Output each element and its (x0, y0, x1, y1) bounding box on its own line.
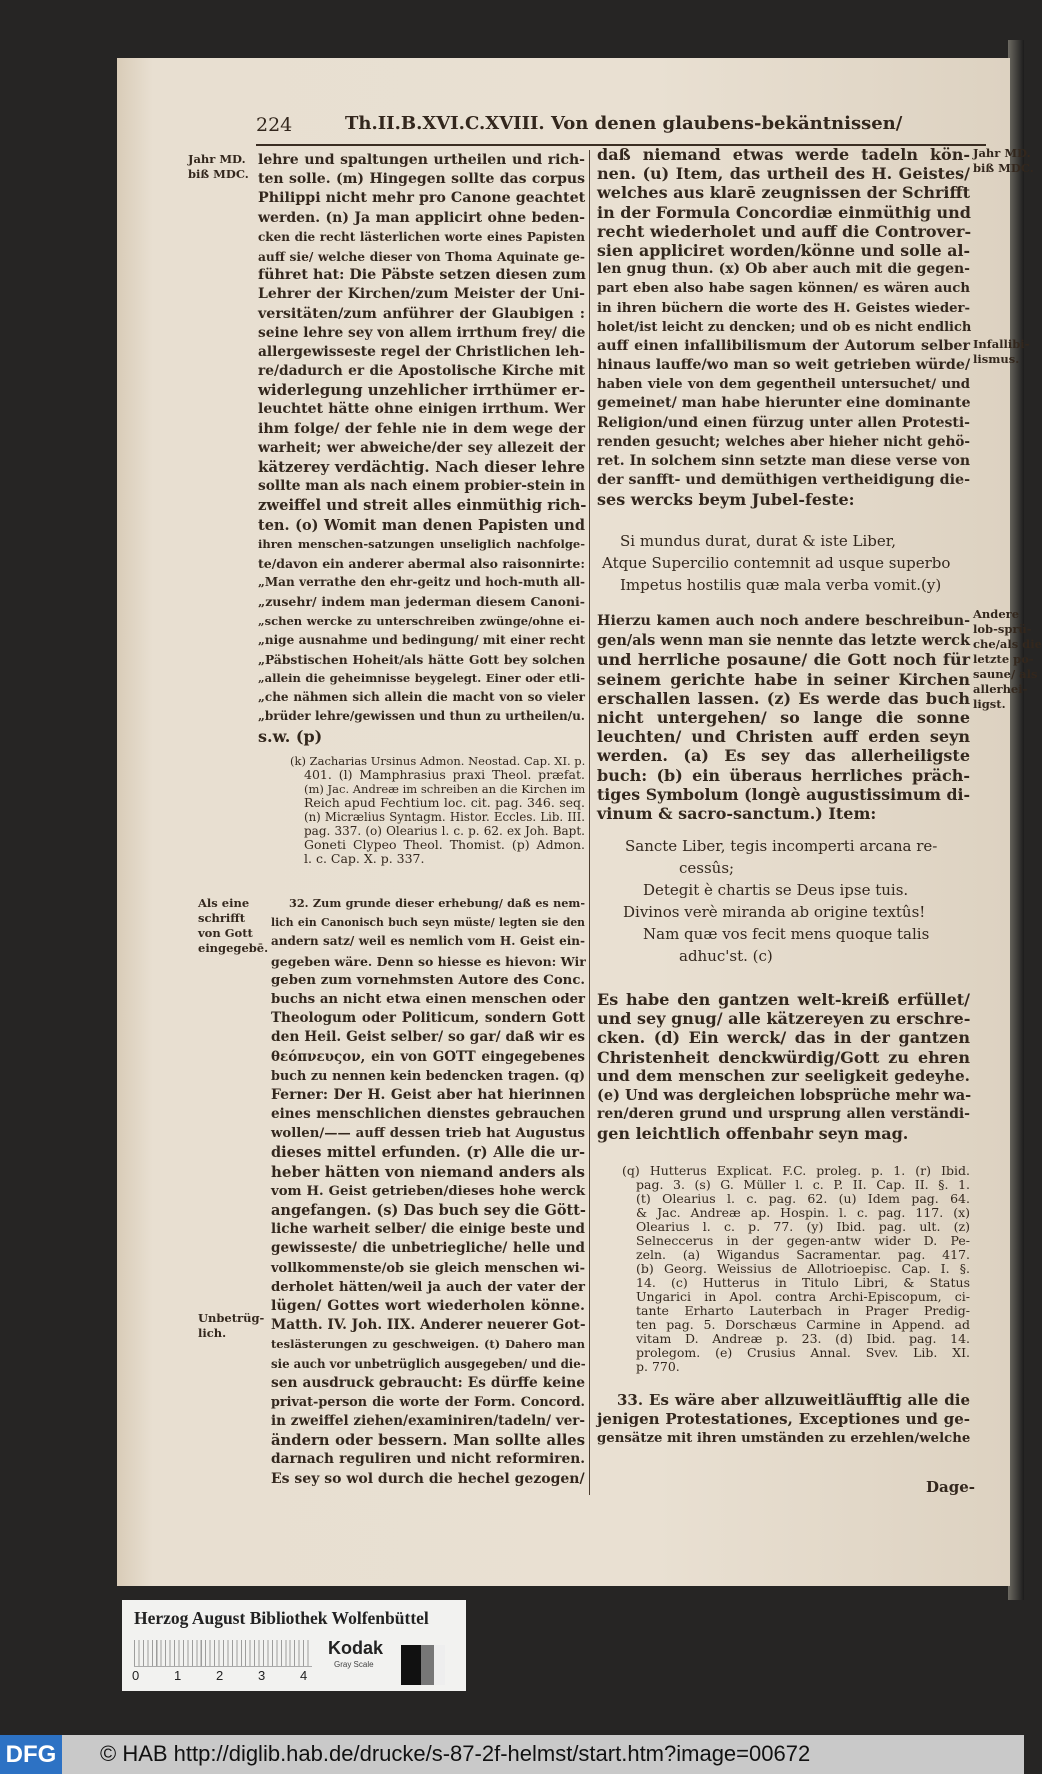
copyright-link[interactable]: © HAB http://diglib.hab.de/drucke/s-87-2f-helmst/start.htm?image=00672 (100, 1741, 811, 1766)
text-line: widerlegung unzehlicher irrthümer er- (258, 381, 586, 400)
margin-note-als-eine-schrifft (198, 896, 268, 956)
text-line: Jahr MD. (973, 146, 1031, 160)
text-line: Es sey so wol durch die hechel gezogen/ (271, 1470, 585, 1487)
text-line: 401. (l) Mamphrasius praxi Theol. præfat. (304, 767, 585, 782)
right-paragraph-2 (597, 612, 970, 823)
text-line: „brüder lehre/gewissen und thun zu urtheilen/u. (258, 709, 585, 724)
catchword: Dage- (926, 1478, 975, 1496)
text-line: gegeben wäre. Denn so hiesse es hievon: Wir (271, 953, 586, 969)
text-line: wollen/—— auff dessen trieb hat Augustus (271, 1126, 585, 1142)
text-line: pag. 337. (o) Olearius l. c. p. 62. ex Joh. Bapt. (304, 824, 585, 838)
scale-ruler (134, 1640, 312, 1667)
text-line: vitam D. Andreæ p. 23. (d) Ibid. pag. 14. (636, 1331, 970, 1346)
text-line: ihren menschen-satzungen unseliglich nachfolge- (258, 536, 585, 551)
text-line: cken. (d) Ein werck/ das in der gantzen (597, 1028, 970, 1048)
text-line: Jahr MD. (188, 152, 246, 166)
text-line: lehre und spaltungen urtheilen und rich- (258, 152, 585, 168)
section-33-paragraph (597, 1391, 970, 1449)
text-line: sen ausdruck gebraucht: Es dürffe keine (271, 1374, 585, 1391)
text-line: auff einen infallibilismum der Autorum selber (597, 337, 970, 354)
text-line: daß niemand etwas werde tadeln kön- (597, 145, 970, 164)
text-line: seinem gerichte habe in seiner Kirchen (597, 669, 970, 689)
text-line: Hierzu kamen auch noch andere beschreibun- (597, 613, 970, 629)
text-line: adhuc'st. (c) (679, 947, 773, 965)
ruler-tick-label: 0 (132, 1668, 140, 1683)
text-line: den Heil. Geist selber/ so gar/ daß wir es (271, 1029, 585, 1046)
text-line: eingegebē. (198, 941, 269, 955)
text-line: werden. (n) Ja man applicirt ohne beden- (258, 209, 585, 226)
text-line: lich ein Canonisch buch seyn müste/ legten sie den (271, 916, 585, 930)
text-line: l. c. Cap. X. p. 337. (304, 851, 425, 866)
text-line: in ihren büchern die worte des H. Geistes wieder- (597, 300, 970, 316)
text-line: leuchtet hätte ohne einigen irrthum. Wer (258, 401, 585, 418)
text-line: lismus. (973, 352, 1020, 366)
text-line: 32. Zum grunde dieser erhebung/ daß es nem- (289, 896, 585, 910)
text-line: ändern oder bessern. Man sollte alles (271, 1432, 585, 1450)
text-line: tiges Symbolum (longè augustissimum di- (597, 784, 970, 804)
column-divider (589, 150, 590, 1495)
text-line: Impetus hostilis quæ mala verba vomit.(y) (620, 576, 942, 594)
text-line: Sancte Liber, tegis incomperti arcana re- (625, 837, 938, 855)
text-line: Si mundus durat, durat & iste Liber, (620, 532, 897, 550)
text-line: (k) Zacharias Ursinus Admon. Neostad. Cap. XI. p. (290, 754, 586, 768)
text-line: und dem menschen zur seeligkeit gedeyhe. (597, 1066, 970, 1085)
ruler-tick-label: 2 (216, 1668, 224, 1683)
text-line: s.w. (p) (258, 726, 323, 746)
text-line: ren/deren grund und ursprung allen verständi- (597, 1106, 970, 1123)
verse-sancte-liber (625, 835, 970, 967)
text-line: eines menschlichen dienstes gebrauchen (271, 1106, 585, 1123)
text-line: biß MDC. (188, 167, 249, 181)
right-paragraph-1 (597, 145, 970, 510)
text-line: jenigen Protestationes, Exceptiones und ge- (597, 1410, 970, 1429)
text-line: Christenheit denckwürdig/Gott zu ehren (597, 1047, 970, 1067)
text-line: ligst. (973, 697, 1006, 711)
text-line: ihm folge/ der fehle nie in dem wege der (258, 420, 585, 437)
library-name: Herzog August Bibliothek Wolfenbüttel (134, 1608, 429, 1628)
text-line: (n) Micrælius Syntagm. Histor. Eccles. Lib. III. (304, 810, 585, 824)
text-line: „nige ausnahme und bedingung/ mit einer recht (258, 632, 585, 647)
text-line: „Man verrathe den ehr-geitz und hoch-muth all- (258, 575, 585, 590)
text-line: gen leichtlich offenbahr seyn mag. (597, 1124, 909, 1144)
text-line: geben zum vornehmsten Autore des Conc. (271, 972, 585, 988)
text-line: renden gesucht; welches aber hieher nicht gehö- (597, 433, 970, 450)
text-line: & Jac. Andreæ ap. Hospin. l. c. pag. 117. (x) (636, 1205, 970, 1220)
text-line: Olearius l. c. p. 77. (y) Ibid. pag. ult. (z) (636, 1219, 970, 1234)
text-line: nicht untergehen/ so lange die sonne (597, 707, 970, 727)
text-line: und herrliche posaune/ die Gott noch für (597, 650, 970, 670)
text-line: versitäten/zum anführer der Glaubigen : (258, 305, 585, 322)
text-line: Atque Supercilio contemnit ad usque superbo (602, 554, 951, 572)
text-line: heber hätten von niemand anders als (271, 1162, 585, 1181)
text-line: vinum & sacro-sanctum.) Item: (597, 803, 877, 823)
text-line: allerhei- (973, 682, 1028, 696)
text-line: Religion/und einen fürzug unter allen Protesti- (597, 414, 970, 431)
text-line: ses wercks beym Jubel-feste: (597, 490, 855, 510)
text-line: buch zu nennen kein bedencken tragen. (q) (271, 1068, 585, 1084)
text-line: sie auch vor unbetrüglich ausgegeben/ und die- (271, 1356, 586, 1371)
text-line: auff sie/ welche dieser von Thoma Aquinate ge- (258, 248, 585, 264)
margin-note-unbetrueglich (198, 1311, 264, 1341)
text-line: pag. 3. (s) G. Müller l. c. P. II. Cap. II. §. 1. (636, 1177, 970, 1192)
text-line: Nam quæ vos fecit mens quoque talis (643, 925, 930, 943)
text-line: prolegom. (e) Crusius Annal. Svev. Lib. XI. (636, 1345, 970, 1360)
text-line: gemeinet/ man habe hierunter eine dominante (597, 395, 971, 412)
text-line: lob-sprü- (973, 622, 1032, 636)
text-line: gewisseste/ die unbetriegliche/ helle und (271, 1240, 585, 1257)
text-line: sien appliciret worden/könne und solle al- (597, 240, 970, 260)
text-line: angefangen. (s) Das buch sey die Gött- (271, 1202, 586, 1219)
text-line: Andere (973, 607, 1020, 621)
running-head: Th.II.B.XVI.C.XVIII. Von denen glaubens-bekäntnissen/ (345, 113, 903, 134)
text-line: Als eine (198, 896, 250, 910)
text-line: der sanfft- und demüthigen vertheidigung die- (597, 472, 970, 489)
text-line: privat-person die worte der Form. Concord. (271, 1394, 585, 1410)
text-line: „Päbstischen Hoheit/als hätte Gott bey solchen (258, 651, 585, 667)
text-line: (q) Hutterus Explicat. F.C. proleg. p. 1. (r) Ibid. (622, 1163, 970, 1178)
section-32-paragraph (271, 894, 585, 1489)
text-line: andern satz/ weil es nemlich vom H. Geist ein- (271, 934, 585, 949)
text-line: darnach reguliren und nicht reformiren. (271, 1451, 585, 1468)
margin-note-year-right (973, 146, 1034, 176)
text-line: gen/als wenn man sie nennte das letzte werck (597, 632, 970, 650)
text-line: schrifft (198, 911, 246, 925)
text-line: 14. (c) Hutterus in Titulo Libri, & Status (636, 1275, 970, 1290)
text-line: derholet hätten/weil ja auch der vater der (271, 1279, 585, 1295)
text-line: holet/ist leicht zu dencken; und ob es nicht endlich (597, 319, 972, 335)
text-line: re/dadurch er die Apostolische Kirche mit (258, 363, 585, 380)
library-color-card (122, 1600, 466, 1691)
text-line: teslästerungen zu geschweigen. (t) Dahero man (271, 1337, 585, 1352)
text-line: welches aus klarē zeugnissen der Schrifft (597, 183, 970, 203)
text-line: biß MDC. (973, 161, 1034, 175)
text-line: Es habe den gantzen welt-kreiß erfüllet/ (597, 990, 970, 1009)
text-line: Matth. IV. Joh. IIX. Anderer neuerer Got- (271, 1317, 586, 1334)
text-line: ten solle. (m) Hingegen sollte das corpus (258, 171, 585, 188)
text-line: „schen wercke zu unterschreiben zwünge/ohne ei- (258, 613, 585, 628)
text-line: in zweiffel ziehen/examiniren/tadeln/ ver- (271, 1413, 585, 1430)
text-line: Infallibi- (973, 337, 1030, 351)
text-line: buchs an nicht etwa einen menschen oder (271, 991, 585, 1007)
text-line: p. 770. (636, 1359, 680, 1374)
text-line: dieses mittel erfunden. (r) Alle die ur- (271, 1144, 585, 1162)
text-line: zeln. (a) Wigandus Sacramentar. pag. 417. (636, 1247, 970, 1262)
text-line: gensätze mit ihren umständen zu erzehlen/welche (597, 1431, 971, 1447)
text-line: Reich apud Fechtium loc. cit. pag. 346. seq. (304, 795, 585, 810)
text-line: leuchten/ und Christen auff erden seyn (597, 727, 970, 747)
text-line: 33. Es wäre aber allzuweitläufftig alle die (617, 1391, 970, 1409)
text-line: Philippi nicht mehr pro Canone geachtet (258, 190, 586, 207)
text-line: (b) Georg. Weissius de Allotrioepisc. Cap. I. §. (636, 1261, 970, 1276)
page-number: 224 (256, 114, 293, 136)
footer-bar (0, 1735, 1024, 1774)
text-line: ret. In solchem sinn setzte man diese verse von (597, 453, 970, 469)
text-line: buch: (b) ein überaus herrliches präch- (597, 765, 970, 785)
text-line: Detegit è chartis se Deus ipse tuis. (643, 881, 909, 899)
text-line: (e) Und was dergleichen lobsprüche mehr wa- (597, 1086, 972, 1104)
text-line: warheit; wer abweiche/der sey allezeit der (258, 439, 585, 456)
text-line: Goneti Clypeo Theol. Thomist. (p) Admon. (304, 837, 585, 852)
verse-si-mundus-durat (602, 530, 980, 596)
kodak-brand: Kodak (328, 1638, 384, 1658)
gray-scale-patches (401, 1645, 445, 1685)
text-line: saune/ als (973, 667, 1038, 681)
text-line: sollte man als nach einem probier-stein in (258, 478, 585, 495)
text-line: tante Erharto Lauterbach in Prager Predig- (636, 1303, 970, 1318)
text-line: len gnug thun. (x) Ob aber auch mit die gegen- (597, 261, 970, 278)
text-line: nen. (u) Item, das urtheil des H. Geistes/ (597, 164, 970, 184)
text-line: zweiffel und streit alles einmüthig rich- (258, 497, 587, 515)
text-line: vom H. Geist getrieben/dieses hohe werck (271, 1183, 585, 1199)
right-paragraph-3 (597, 990, 970, 1144)
text-line: cken die recht lästerlichen worte eines Papisten (258, 229, 585, 244)
margin-note-andere-lobsprueche (973, 607, 1042, 712)
text-line: „allein die geheimnisse beygelegt. Einer oder etli- (258, 671, 585, 686)
text-line: Divinos verè miranda ab origine textûs! (623, 903, 926, 921)
left-footnotes (290, 754, 585, 866)
text-line: „che nähmen sich allein die macht von so vieler (258, 690, 585, 705)
text-line: ten pag. 5. Dorschæus Carmine in Append. ad (636, 1317, 970, 1332)
text-line: Selneccerus in der gegen-antw wider D. Pe- (636, 1233, 970, 1248)
text-line: vollkommenste/ob sie gleich menschen wi- (271, 1260, 585, 1276)
text-line: hinaus lauffe/wo man so weit getrieben würde/ (597, 357, 971, 374)
book-binding-edge (1008, 40, 1024, 1600)
margin-note-year-left (188, 152, 249, 182)
text-line: von Gott (198, 926, 253, 940)
text-line: allergewisseste regel der Christlichen leh- (258, 343, 585, 360)
text-line: führet hat: Die Päbste setzen diesen zum (258, 267, 586, 284)
text-line: in der Formula Concordiæ einmüthig und (597, 202, 971, 222)
text-line: lich. (198, 1326, 227, 1340)
text-line: ten. (o) Womit man denen Papisten und (258, 516, 585, 534)
text-line: (t) Olearius l. c. pag. 62. (u) Idem pag. 64. (636, 1191, 970, 1206)
text-line: kätzerey verdächtig. Nach dieser lehre (258, 458, 585, 476)
text-line: liche warheit selber/ die einige beste und (271, 1221, 585, 1238)
text-line: seine lehre sey von allem irrthum frey/ die (258, 324, 586, 341)
text-line: part eben also habe sagen können/ es wären auch (597, 281, 970, 297)
ruler-tick-label: 4 (300, 1668, 308, 1683)
text-line: und sey gnug/ alle kätzereyen zu erschre- (597, 1009, 971, 1029)
text-line: θεόπνευςον, ein von GOTT eingegebenes (271, 1048, 585, 1065)
text-line: erschallen lassen. (z) Es werde das buch (597, 688, 970, 708)
text-line: Lehrer der Kirchen/zum Meister der Uni- (258, 286, 585, 303)
text-line: Ungarici in Apol. contra Archi-Episcopum, ci- (636, 1289, 970, 1304)
ruler-tick-label: 3 (258, 1668, 266, 1683)
text-line: (m) Jac. Andreæ im schreiben an die Kirchen im (304, 782, 586, 796)
margin-note-infallibilismus (973, 337, 1029, 367)
text-line: lügen/ Gottes wort wiederholen könne. (271, 1297, 585, 1314)
text-line: Ferner: Der H. Geist aber hat hierinnen (271, 1086, 585, 1103)
ruler-tick-label: 1 (174, 1668, 182, 1683)
text-line: Unbetrüg- (198, 1311, 265, 1325)
text-line: cessûs; (679, 859, 735, 877)
text-line: te/davon ein anderer abermal also raisonnirte: (258, 555, 585, 571)
text-line: recht wiederholet und auff die Controver- (597, 221, 972, 241)
text-line: haben viele von dem gegentheil untersuchet/ und (597, 377, 970, 393)
text-line: Theologum oder Politicum, sondern Gott (271, 1010, 585, 1027)
gray-scale-caption: Gray Scale (334, 1660, 374, 1669)
text-line: werden. (a) Es sey das allerheiligste (597, 746, 970, 766)
dfg-logo[interactable]: DFG (0, 1735, 62, 1774)
left-paragraph-1 (258, 151, 585, 746)
text-line: che/als die (973, 637, 1042, 651)
text-line: „zusehr/ indem man jederman diesem Canoni- (258, 594, 585, 610)
text-line: letzte po- (973, 652, 1034, 666)
right-footnotes (622, 1164, 970, 1374)
